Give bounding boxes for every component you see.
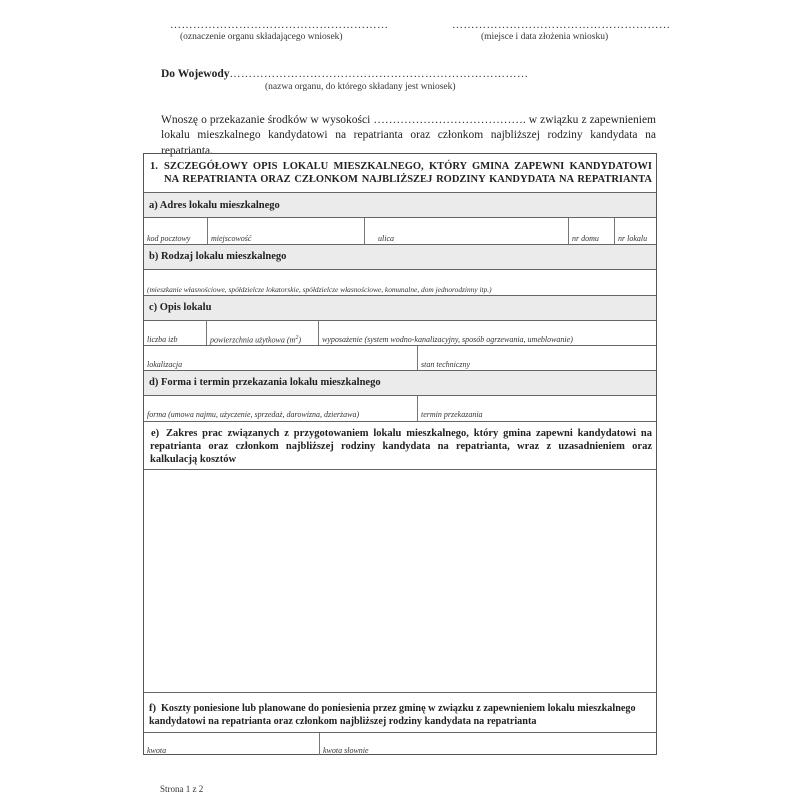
rooms-field[interactable]: liczba izb: [147, 335, 178, 344]
street-field[interactable]: ulica: [378, 234, 394, 243]
postal-code-field[interactable]: kod pocztowy: [147, 234, 191, 243]
section-c-title: c) Opis lokalu: [149, 302, 212, 313]
section-f-letter: f): [149, 703, 156, 714]
section-f-line-1: Koszty poniesione lub planowane do poniesienia przez gminę w związku z zapewnieniem lokalu mieszkalnego: [161, 703, 636, 714]
section-e-line-2: repatrianta oraz członkom najbliższej rodziny kandydata na repatrianta, wraz z uzasadnieniem oraz: [150, 441, 652, 452]
location-field[interactable]: lokalizacja: [147, 360, 183, 369]
addressee-dots[interactable]: ……………………………………………………………………: [229, 68, 529, 80]
place-date-dots[interactable]: …………………………………………………: [452, 19, 671, 31]
organ-caption: (oznaczenie organu składającego wniosek): [180, 32, 343, 42]
dwelling-type-field[interactable]: (mieszkanie własnościowe, spółdzielcze lokatorskie, spółdzielcze własnościowe, komunalne, dom jednorodzinny itp.): [147, 285, 492, 294]
section-f-line-2: kandydatowi na repatrianta oraz członkom najbliższej rodziny kandydata na repatrianta: [149, 716, 537, 727]
equipment-field[interactable]: wyposażenie (system wodno-kanalizacyjny, sposób ogrzewania, umeblowanie): [322, 335, 573, 344]
section-1-number: 1.: [150, 161, 158, 172]
amount-field[interactable]: kwota: [147, 746, 167, 755]
addressee-caption: (nazwa organu, do którego składany jest wniosek): [265, 82, 456, 92]
section-a-title: a) Adres lokalu mieszkalnego: [149, 200, 280, 211]
addressee-line: [161, 68, 528, 80]
section-1-line-2: NA REPATRIANTA ORAZ CZŁONKOM NAJBLIŻSZEJ RODZINY KANDYDATA NA REPATRIANTA: [164, 174, 652, 185]
page-number: Strona 1 z 2: [160, 784, 204, 794]
section-d-title: d) Forma i termin przekazania lokalu mieszkalnego: [149, 377, 381, 388]
intro-line-2: lokalu mieszkalnego kandydatowi na repatrianta oraz członkom najbliższej rodziny kandydata na repatrianta.: [161, 129, 656, 157]
handover-form-field[interactable]: forma (umowa najmu, użyczenie, sprzedaż, darowizna, dzierżawa): [147, 410, 360, 419]
city-field[interactable]: miejscowość: [211, 234, 252, 243]
flat-number-field[interactable]: nr lokalu: [618, 234, 648, 243]
house-number-field[interactable]: nr domu: [572, 234, 599, 243]
area-field[interactable]: powierzchnia użytkowa $(m^2)$: [210, 335, 301, 345]
amount-words-field[interactable]: kwota słownie: [323, 746, 369, 755]
organ-dots[interactable]: …………………………………………………: [170, 19, 389, 31]
work-scope-area[interactable]: [144, 470, 656, 692]
condition-field[interactable]: stan techniczny: [421, 360, 471, 369]
section-e-line-1: Zakres prac związanych z przygotowaniem lokalu mieszkalnego, który gmina zapewni kandydatowi na: [166, 428, 652, 439]
intro-line-1: Wnoszę o przekazanie środków w wysokości …………………………………. w związku z zapewnieniem: [161, 114, 656, 126]
addressee-label: Do Wojewody: [161, 68, 230, 80]
handover-date-field[interactable]: termin przekazania: [421, 410, 483, 419]
form-table: [143, 153, 657, 755]
section-e-line-3: kalkulacją kosztów: [150, 454, 237, 465]
section-b-title: b) Rodzaj lokalu mieszkalnego: [149, 251, 287, 262]
section-e-letter: e): [151, 428, 160, 439]
section-1-line-1: SZCZEGÓŁOWY OPIS LOKALU MIESZKALNEGO, KTÓRY GMINA ZAPEWNI KANDYDATOWI: [164, 161, 652, 172]
place-date-caption: (miejsce i data złożenia wniosku): [481, 32, 609, 42]
